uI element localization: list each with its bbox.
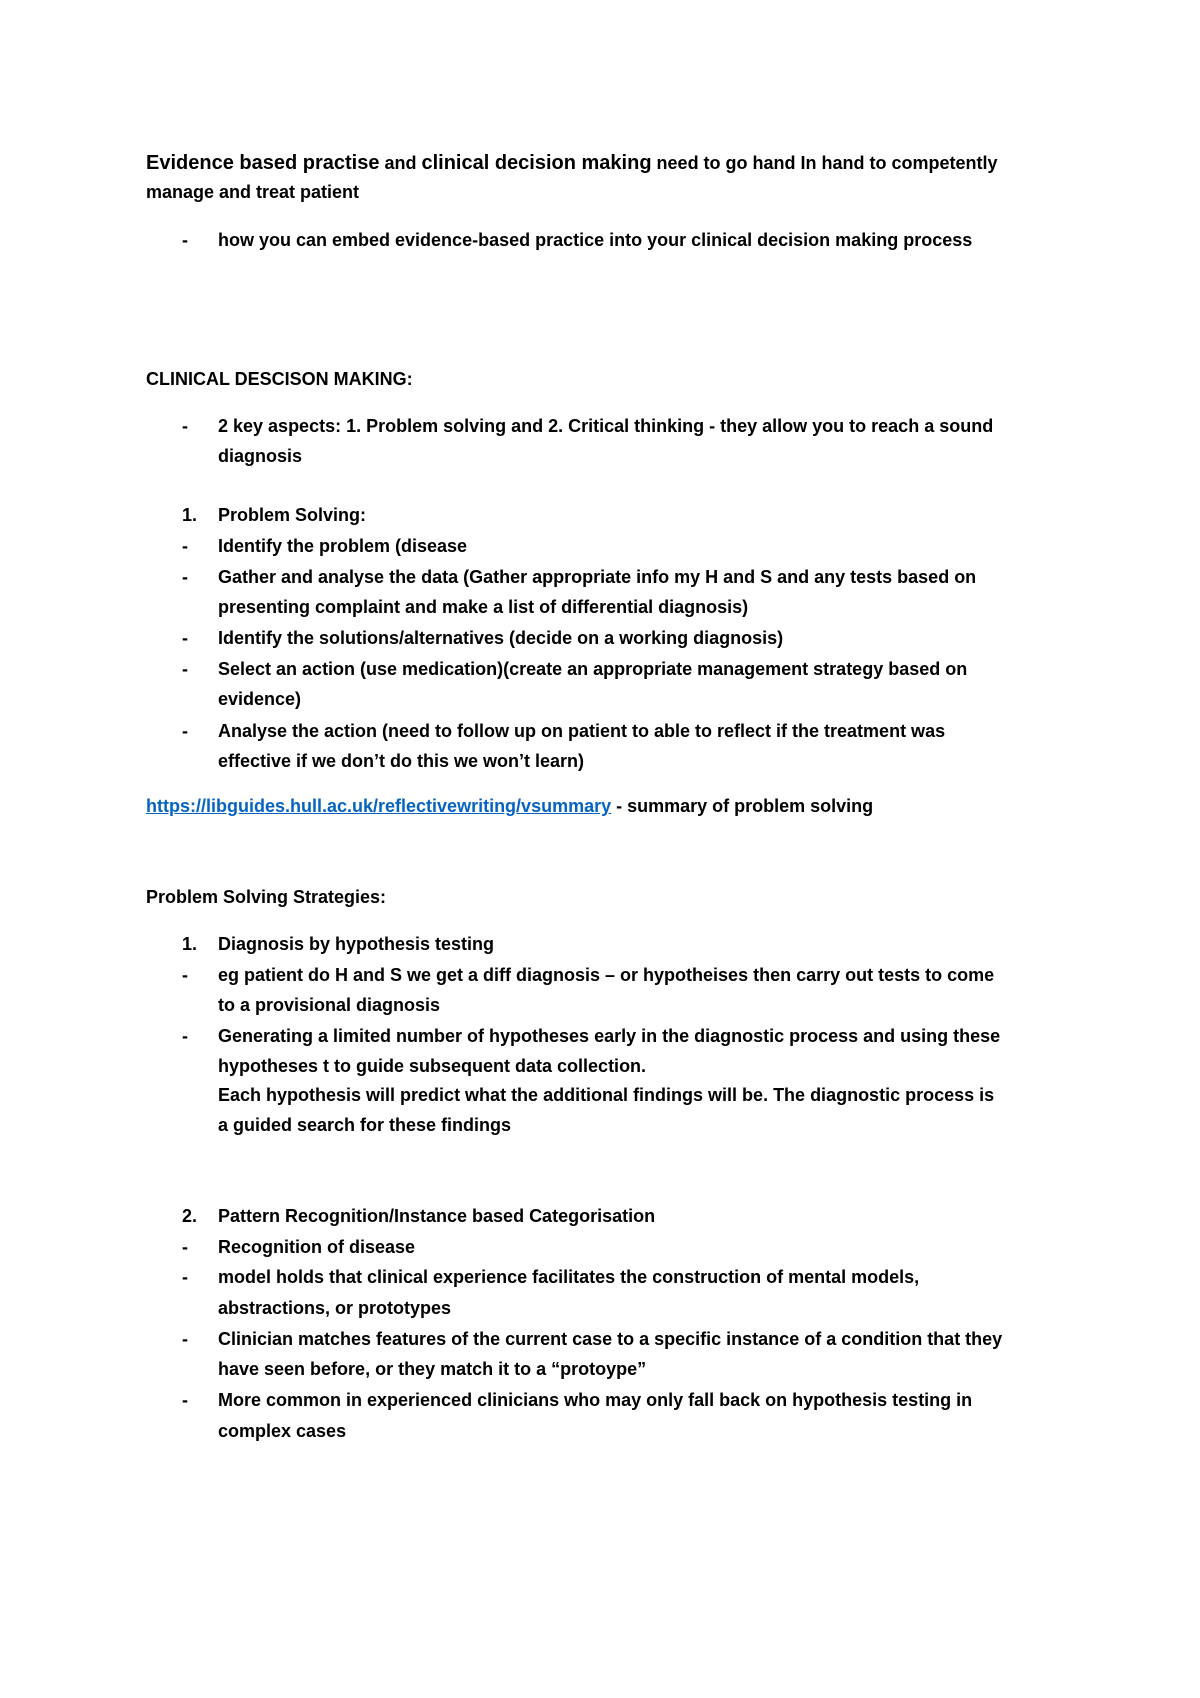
strategy-1-bullet-2-line-3: Each hypothesis will predict what the additional findings will be. The diagnostic process is: [218, 1085, 995, 1105]
bullet-marker: -: [182, 1267, 188, 1287]
bullet-marker: -: [182, 628, 188, 648]
strategy-2-bullet-2-line-1: model holds that clinical experience facilitates the construction of mental models,: [218, 1267, 920, 1287]
strategy-2-bullet-1: Recognition of disease: [218, 1237, 416, 1257]
strategy-1-bullet-2-line-1: Generating a limited number of hypotheses early in the diagnostic process and using these: [218, 1026, 1001, 1046]
list-number: 1.: [182, 505, 198, 525]
clinical-heading: CLINICAL DESCISON MAKING:: [146, 369, 413, 389]
link-suffix: - summary of problem solving: [611, 796, 874, 816]
strategy-1-bullet-2-line-2: hypotheses t to guide subsequent data collection.: [218, 1056, 647, 1076]
problem-solving-title: Problem Solving:: [218, 505, 367, 525]
bullet-marker: -: [182, 659, 188, 679]
bullet-marker: -: [182, 1390, 188, 1410]
bullet-marker: -: [182, 416, 188, 436]
bullet-marker: -: [182, 1329, 188, 1349]
strategy-2-bullet-3-line-2: have seen before, or they match it to a “protoype”: [218, 1359, 647, 1379]
strategy-1-title: Diagnosis by hypothesis testing: [218, 934, 495, 954]
bullet-marker: -: [182, 1026, 188, 1046]
intro-term-clinical: clinical decision making: [421, 152, 652, 174]
bullet-marker: -: [182, 965, 188, 985]
intro-conj: and: [379, 153, 422, 173]
ps-bullet-4-line-1: Select an action (use medication)(create an appropriate management strategy based on: [218, 659, 968, 679]
strategy-1-bullet-1-line-1: eg patient do H and S we get a diff diagnosis – or hypotheises then carry out tests to come: [218, 965, 995, 985]
clinical-bullet-line-2: diagnosis: [218, 446, 303, 466]
ps-bullet-5-line-1: Analyse the action (need to follow up on patient to able to reflect if the treatment was: [218, 721, 946, 741]
strategy-2-bullet-4-line-1: More common in experienced clinicians who may only fall back on hypothesis testing in: [218, 1390, 973, 1410]
strategy-1-bullet-2-line-4: a guided search for these findings: [218, 1115, 512, 1135]
intro-bullet: how you can embed evidence-based practice into your clinical decision making process: [218, 230, 973, 250]
intro-term-evidence: Evidence based practise: [146, 152, 380, 174]
clinical-bullet-line-1: 2 key aspects: 1. Problem solving and 2. Critical thinking - they allow you to reach a sound: [218, 416, 994, 436]
libguides-link[interactable]: https://libguides.hull.ac.uk/reflectivewriting/vsummary: [146, 796, 612, 816]
ps-bullet-1: Identify the problem (disease: [218, 536, 468, 556]
bullet-marker: -: [182, 230, 188, 250]
bullet-marker: -: [182, 1237, 188, 1257]
bullet-marker: -: [182, 567, 188, 587]
list-number: 2.: [182, 1206, 198, 1226]
strategy-2-bullet-4-line-2: complex cases: [218, 1421, 347, 1441]
ps-bullet-2-line-1: Gather and analyse the data (Gather appropriate info my H and S and any tests based on: [218, 567, 977, 587]
strategy-2-bullet-3-line-1: Clinician matches features of the current case to a specific instance of a condition that they: [218, 1329, 1003, 1349]
bullet-marker: -: [182, 721, 188, 741]
strategy-2-bullet-2-line-2: abstractions, or prototypes: [218, 1298, 452, 1318]
list-number: 1.: [182, 934, 198, 954]
intro-rest: need to go hand In hand to competently: [651, 153, 998, 173]
ps-bullet-5-line-2: effective if we don’t do this we won’t learn): [218, 751, 585, 771]
bullet-marker: -: [182, 536, 188, 556]
intro-line-2: manage and treat patient: [146, 182, 360, 202]
summary-link-line: [146, 791, 873, 821]
intro-line-1: [146, 148, 998, 178]
ps-bullet-2-line-2: presenting complaint and make a list of differential diagnosis): [218, 597, 749, 617]
strategy-2-title: Pattern Recognition/Instance based Categorisation: [218, 1206, 656, 1226]
strategies-heading: Problem Solving Strategies:: [146, 887, 387, 907]
ps-bullet-4-line-2: evidence): [218, 689, 302, 709]
ps-bullet-3: Identify the solutions/alternatives (decide on a working diagnosis): [218, 628, 784, 648]
strategy-1-bullet-1-line-2: to a provisional diagnosis: [218, 995, 441, 1015]
